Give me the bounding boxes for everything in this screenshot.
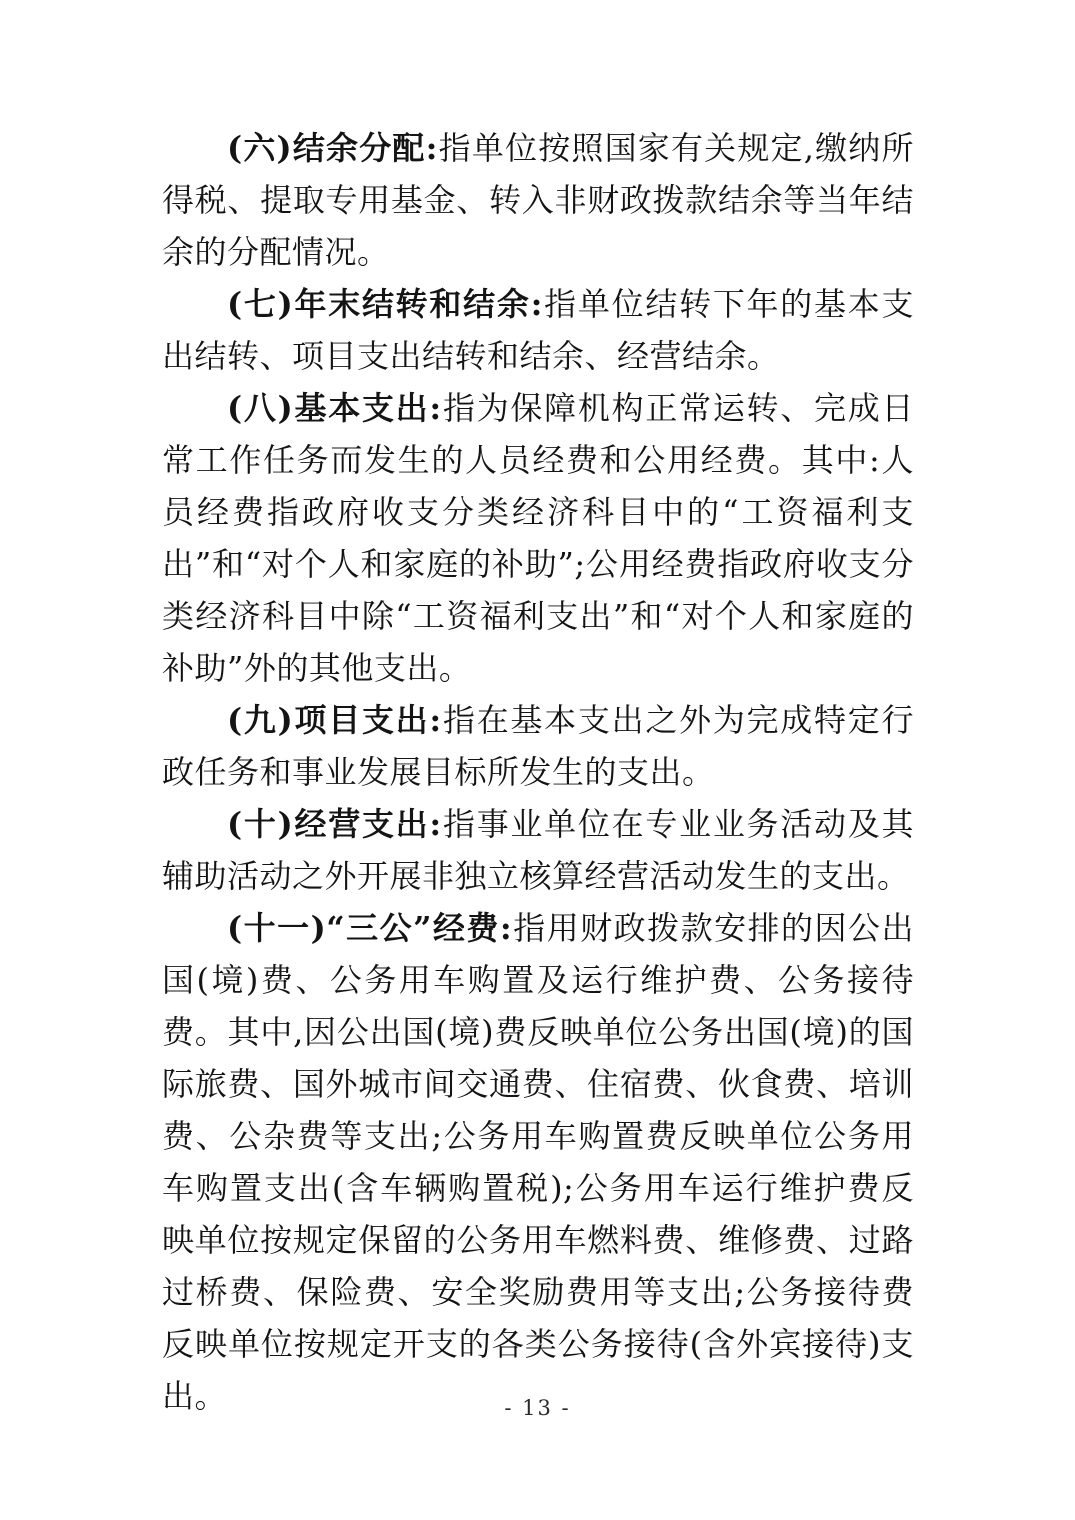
paragraph-heading: (七)年末结转和结余: [227,285,543,323]
paragraph-item-7 [162,278,914,382]
paragraph-text: 指单位按照国家有关规定,缴纳所得税、提取专用基金、转入非财政拨款结余等当年结余的分配情况。 [162,129,914,271]
paragraph-item-6 [162,122,914,278]
paragraph-heading: (十一)“三公”经费: [227,909,513,947]
paragraph-text: 指为保障机构正常运转、完成日常工作任务而发生的人员经费和公用经费。其中:人员经费指政府收支分类经济科目中的“工资福利支出”和“对个人和家庭的补助”;公用经费指政府收支分类经济科目中除“工资福利支出”和“对个人和家庭的补助”外的其他支出。 [162,389,914,687]
paragraph-item-9 [162,694,914,798]
paragraph-text: 指单位结转下年的基本支出结转、项目支出结转和结余、经营结余。 [162,285,914,375]
paragraph-heading: (六)结余分配: [227,129,438,167]
document-body [162,122,914,1422]
paragraph-heading: (十)经营支出: [227,805,442,843]
paragraph-item-10 [162,798,914,902]
paragraph-text: 指用财政拨款安排的因公出国(境)费、公务用车购置及运行维护费、公务接待费。其中,因公出国(境)费反映单位公务出国(境)的国际旅费、国外城市间交通费、住宿费、伙食费、培训费、公杂费等支出;公务用车购置费反映单位公务用车购置支出(含车辆购置税);公务用车运行维护费反映单位按规定保留的公务用车燃料费、维修费、过路过桥费、保险费、安全奖励费用等支出;公务接待费反映单位按规定开支的各类公务接待(含外宾接待)支出。 [162,909,914,1415]
paragraph-item-8 [162,382,914,694]
paragraph-text: 指在基本支出之外为完成特定行政任务和事业发展目标所发生的支出。 [162,701,914,791]
paragraph-heading: (九)项目支出: [227,701,442,739]
page-number: - 13 - [504,1396,571,1420]
paragraph-text: 指事业单位在专业业务活动及其辅助活动之外开展非独立核算经营活动发生的支出。 [162,805,914,895]
paragraph-item-11 [162,902,914,1422]
paragraph-heading: (八)基本支出: [227,389,442,427]
